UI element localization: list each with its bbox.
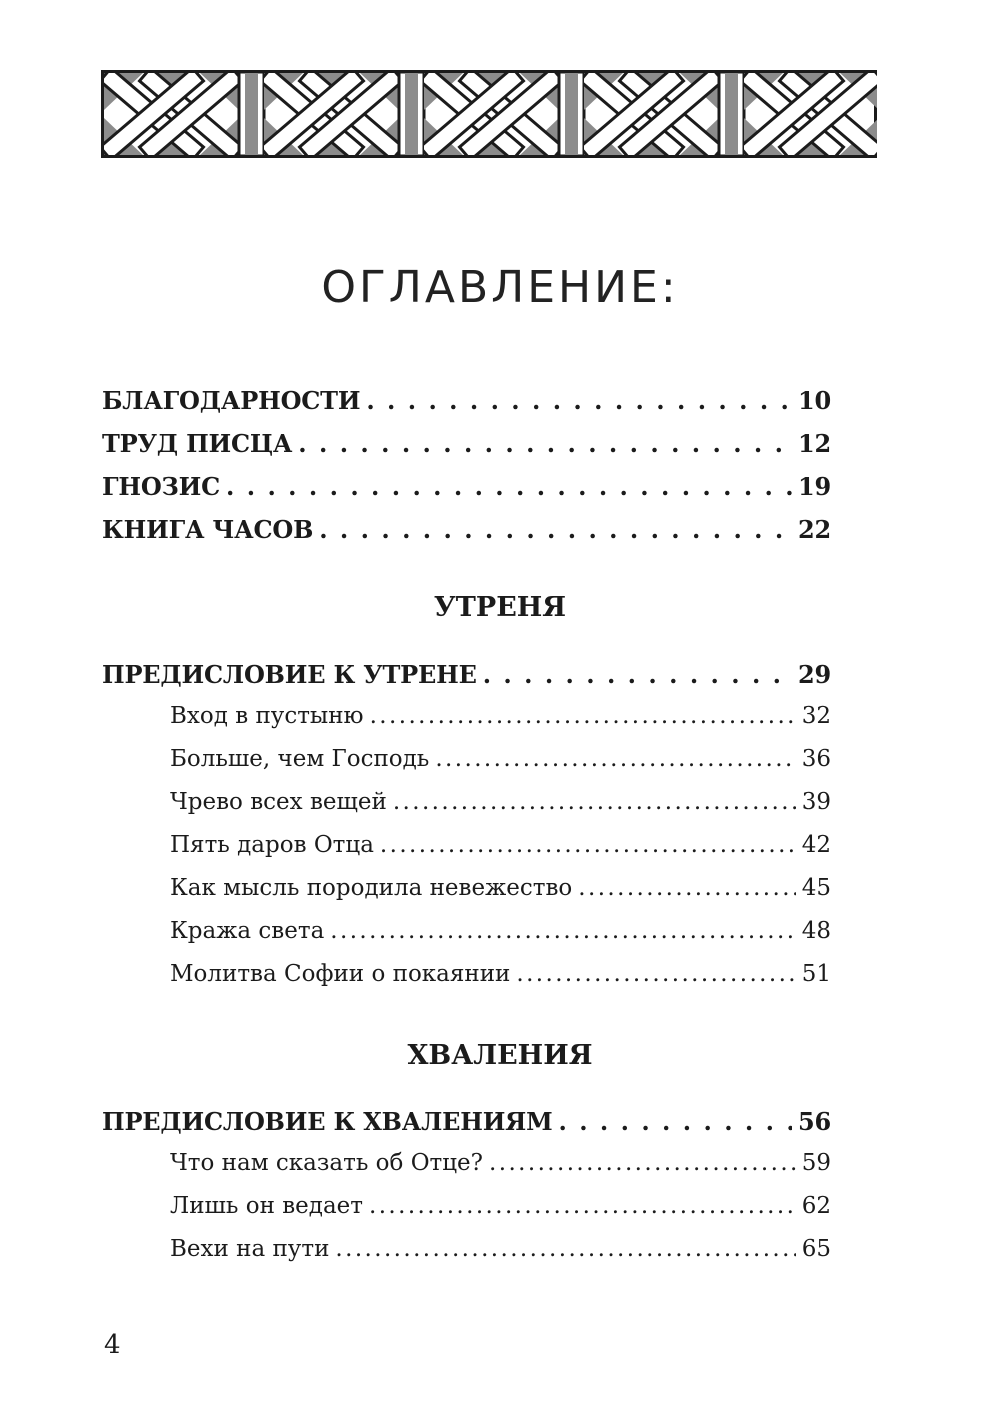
knot-separator <box>399 72 424 156</box>
page-title: ОГЛАВЛЕНИЕ: <box>321 262 679 313</box>
section-heading-khvaleniya: ХВАЛЕНИЯ <box>407 1040 593 1071</box>
toc-sub-entry[interactable] <box>170 875 831 901</box>
toc-entry-page: 29 <box>798 660 831 689</box>
toc-entry[interactable] <box>102 386 831 415</box>
leader-dots <box>369 1193 796 1219</box>
leader-dots <box>366 386 792 415</box>
leader-dots <box>319 515 792 544</box>
leader-dots <box>483 660 792 689</box>
toc-entry-page: 65 <box>801 1236 831 1262</box>
toc-entry-label: ПРЕДИСЛОВИЕ К ХВАЛЕНИЯМ <box>102 1107 553 1136</box>
toc-sub-entry[interactable] <box>170 961 831 987</box>
toc-entry-page: 42 <box>801 832 831 858</box>
page-number: 4 <box>104 1330 121 1360</box>
toc-entry-label: Как мысль породила невежество <box>170 875 573 901</box>
toc-entry[interactable] <box>102 472 831 501</box>
toc-entry-page: 22 <box>798 515 831 544</box>
toc-entry-label: Вехи на пути <box>170 1236 330 1262</box>
leader-dots <box>559 1107 793 1136</box>
toc-entry[interactable] <box>102 429 831 458</box>
toc-sub-entry[interactable] <box>170 1236 831 1262</box>
toc-entry-label: Больше, чем Господь <box>170 746 430 772</box>
toc-entry-page: 45 <box>801 875 831 901</box>
toc-entry-label: ТРУД ПИСЦА <box>102 429 293 458</box>
toc-entry-page: 51 <box>801 961 831 987</box>
toc-entry-label: БЛАГОДАРНОСТИ <box>102 386 361 415</box>
knot-separator <box>559 72 584 156</box>
leader-dots <box>330 918 795 944</box>
toc-entry-label: КНИГА ЧАСОВ <box>102 515 314 544</box>
toc-section-intro[interactable] <box>102 1107 831 1136</box>
toc-entry-page: 12 <box>798 429 831 458</box>
toc-entry-label: Пять даров Отца <box>170 832 374 858</box>
leader-dots <box>298 429 792 458</box>
toc-entry-label: Чрево всех вещей <box>170 789 387 815</box>
toc-entry-label: Вход в пустыню <box>170 703 364 729</box>
leader-dots <box>578 875 795 901</box>
toc-entry-label: Лишь он ведает <box>170 1193 363 1219</box>
toc-entry-page: 36 <box>801 746 831 772</box>
toc-entry[interactable] <box>102 515 831 544</box>
leader-dots <box>516 961 795 987</box>
toc-entry-page: 19 <box>798 472 831 501</box>
toc-entry-page: 62 <box>801 1193 831 1219</box>
toc-entry-page: 48 <box>801 918 831 944</box>
leader-dots <box>489 1150 796 1176</box>
toc-sub-entry[interactable] <box>170 789 831 815</box>
section-heading-utrenya: УТРЕНЯ <box>433 592 567 623</box>
toc-entry-page: 10 <box>798 386 831 415</box>
toc-entry-page: 32 <box>801 703 831 729</box>
leader-dots <box>435 746 795 772</box>
leader-dots <box>393 789 796 815</box>
toc-sub-entry[interactable] <box>170 703 831 729</box>
toc-section-intro[interactable] <box>102 660 831 689</box>
toc-sub-entry[interactable] <box>170 1150 831 1176</box>
knot-separator <box>719 72 744 156</box>
toc-entry-page: 39 <box>801 789 831 815</box>
leader-dots <box>380 832 796 858</box>
celtic-knot-ornament <box>101 70 877 158</box>
leader-dots <box>226 472 792 501</box>
toc-sub-entry[interactable] <box>170 746 831 772</box>
toc-entry-label: ГНОЗИС <box>102 472 221 501</box>
knot-separator <box>239 72 264 156</box>
toc-sub-entry[interactable] <box>170 832 831 858</box>
toc-entry-page: 59 <box>801 1150 831 1176</box>
toc-entry-label: Что нам сказать об Отце? <box>170 1150 484 1176</box>
toc-sub-entry[interactable] <box>170 918 831 944</box>
toc-entry-label: ПРЕДИСЛОВИЕ К УТРЕНЕ <box>102 660 477 689</box>
leader-dots <box>335 1236 795 1262</box>
toc-entry-page: 56 <box>798 1107 831 1136</box>
toc-entry-label: Кража света <box>170 918 325 944</box>
toc-entry-label: Молитва Софии о покаянии <box>170 961 511 987</box>
leader-dots <box>370 703 796 729</box>
toc-sub-entry[interactable] <box>170 1193 831 1219</box>
